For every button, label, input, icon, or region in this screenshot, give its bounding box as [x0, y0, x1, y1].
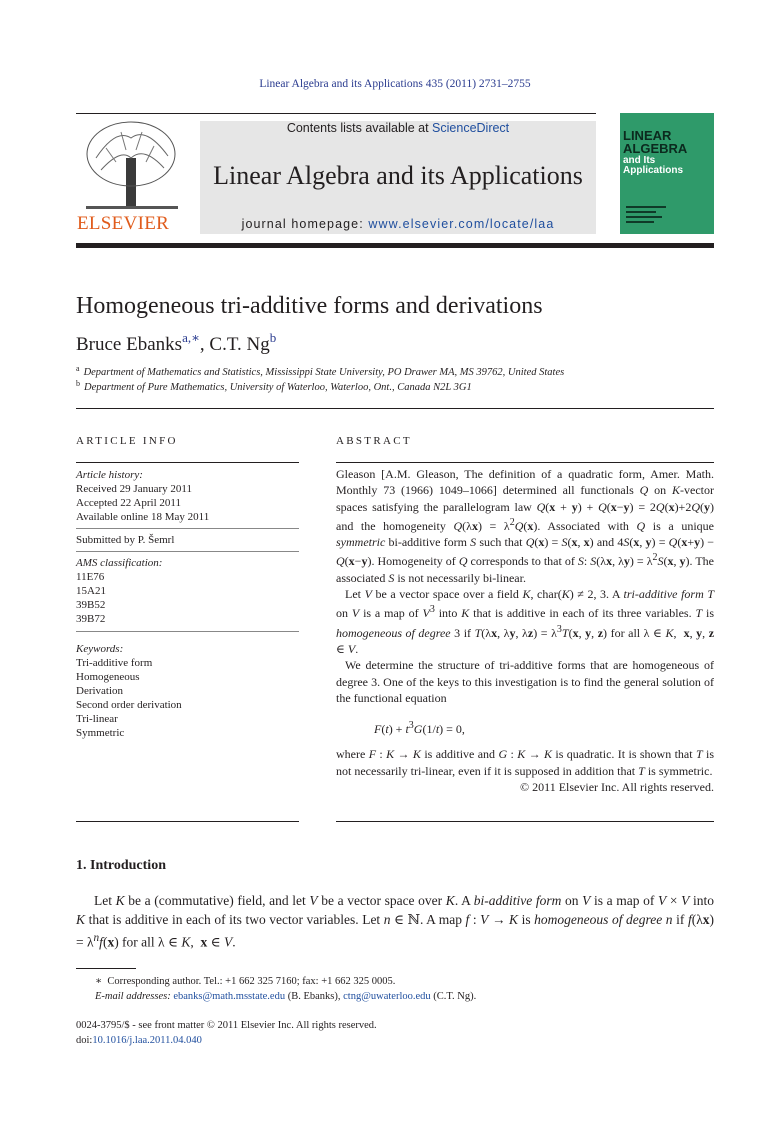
affiliation-a: $^a$ Department of Mathematics and Statistics, Mississippi State University, PO Drawer MA, MS 39762, United States [76, 364, 565, 378]
footnote: ∗ Corresponding author. Tel.: +1 662 325 7160; fax: +1 662 325 0005. E-mail addresses: ebanks@math.msstate.edu (B. Ebanks), ctng@uwaterloo.edu (C.T. Ng). [95, 976, 477, 1002]
article-history: Article history: Received 29 January 2011 Accepted 22 April 2011 Available online 18 May 2011 [76, 469, 210, 523]
footnote-rule [76, 968, 136, 969]
homepage-line: journal homepage: www.elsevier.com/locate/laa [241, 217, 555, 231]
article-info-heading: ARTICLE INFO [76, 435, 178, 447]
elsevier-wordmark: ELSEVIER [77, 213, 170, 234]
cover-title: LINEAR ALGEBRA [623, 128, 688, 156]
author-list: Bruce Ebanks$^{a,∗}$, C.T. Ng$^b$ [76, 330, 277, 355]
front-matter-info: 0024-3795/$ - see front matter © 2011 Elsevier Inc. All rights reserved. doi:10.1016/j.laa.2011.04.040 [76, 1020, 377, 1046]
divider [336, 821, 714, 822]
affiliation-mark[interactable]: b [269, 330, 277, 345]
author-name: C.T. Ng [209, 334, 270, 355]
email-link-ebanks[interactable]: ebanks@math.msstate.edu [173, 991, 286, 1002]
paper-title: Homogeneous tri-additive forms and derivations [76, 293, 543, 319]
ams-classification: AMS classification: 11E76 15A21 39B52 39B72 [76, 557, 163, 625]
submitted-by: Submitted by P. Šemrl [76, 534, 175, 546]
abstract-body: Gleason [A.M. Gleason, The definition of a quadratic form, Amer. Math. Monthly 73 (1966) 1049–1066] determined all functionals Q on K-vector spaces satisfying the parallelogram law Q(x + y) + Q(x−y) = 2Q(x)+2Q(y) and the homogeneity $Q(\lambda x) = \lambda^2Q(x)$. Associated with Q is a unique symmetric bi-additive form S such that Q(x) = S(x, x) and 4S(x, y) = Q(x+y) − Q(x−y). Homogeneity of Q corresponds to that of S: S(λx, $\lambda y) = \lambda^2S(x$, y). The associated S is not necessarily bi-linear. Let V be a vector space over a field K, char(K) ≠ 2, 3. A tri-additive form T on V is a map of $V^3$ into K that is additive in each of its three variables. T is homogeneous of degree 3 if T(λx, λy, $\lambda z) = \lambda^3T(x$, y, z) for all λ ∈ K, x, y, z ∈ V. We determine the structure of tri-additive forms that are homogeneous of degree 3. One of the keys to this investigation is to find the general solution of the functional equation $F(t) + t^3G(1/t) = 0$, where F : K → K is additive and G : K → K is quadratic. It is shown that T is not necessarily tri-linear, even if it is supposed in addition that T is symmetric. © 2011 Elsevier Inc. All rights reserved. [336, 467, 715, 795]
affiliation-mark[interactable]: a,∗ [182, 330, 200, 345]
keywords: Keywords: Tri-additive form Homogeneous Derivation Second order derivation Tri-linear Symmetric [76, 643, 182, 739]
copyright-line: © 2011 Elsevier Inc. All rights reserved. [520, 780, 714, 795]
divider [336, 462, 714, 463]
contents-line: Contents lists available at ScienceDirect [286, 121, 510, 135]
email-link-ng[interactable]: ctng@uwaterloo.edu [343, 991, 431, 1002]
divider [76, 462, 299, 463]
journal-homepage-link[interactable]: www.elsevier.com/locate/laa [368, 217, 555, 231]
footnote-mark: ∗ [95, 976, 103, 987]
divider [76, 551, 299, 552]
abstract-heading: ABSTRACT [336, 435, 412, 447]
author-name: Bruce Ebanks [76, 334, 183, 355]
cover-subtitle: and Its Applications [623, 155, 684, 176]
sciencedirect-link[interactable]: ScienceDirect [432, 121, 510, 135]
issn-line: 0024-3795/$ - see front matter © 2011 Elsevier Inc. All rights reserved. [76, 1020, 377, 1031]
header-thick-rule [76, 243, 714, 248]
doi-link[interactable]: 10.1016/j.laa.2011.04.040 [92, 1035, 202, 1046]
journal-citation: Linear Algebra and its Applications 435 (2011) 2731–2755 [259, 78, 531, 90]
cover-decoration [626, 206, 666, 226]
divider [76, 631, 299, 632]
affiliation-b: $^b$ Department of Pure Mathematics, University of Waterloo, Waterloo, Ont., Canada N2L 3G1 [76, 379, 472, 393]
section-heading-introduction: 1. Introduction [76, 858, 166, 873]
journal-title: Linear Algebra and its Applications [213, 161, 583, 190]
divider [76, 528, 299, 529]
introduction-body: Let K be a (commutative) field, and let V be a vector space over K. A bi-additive form on V is a map of V × V into K that is additive in each of its two vector variables. Let n ∈ ℕ. A map f : V → K is homogeneous of degree n if $f(\lambda x) = \lambda^nf(x)$ for all λ ∈ K, x ∈ V. [76, 893, 714, 950]
divider [76, 408, 714, 409]
header-top-rule [76, 113, 596, 114]
divider [76, 821, 299, 822]
